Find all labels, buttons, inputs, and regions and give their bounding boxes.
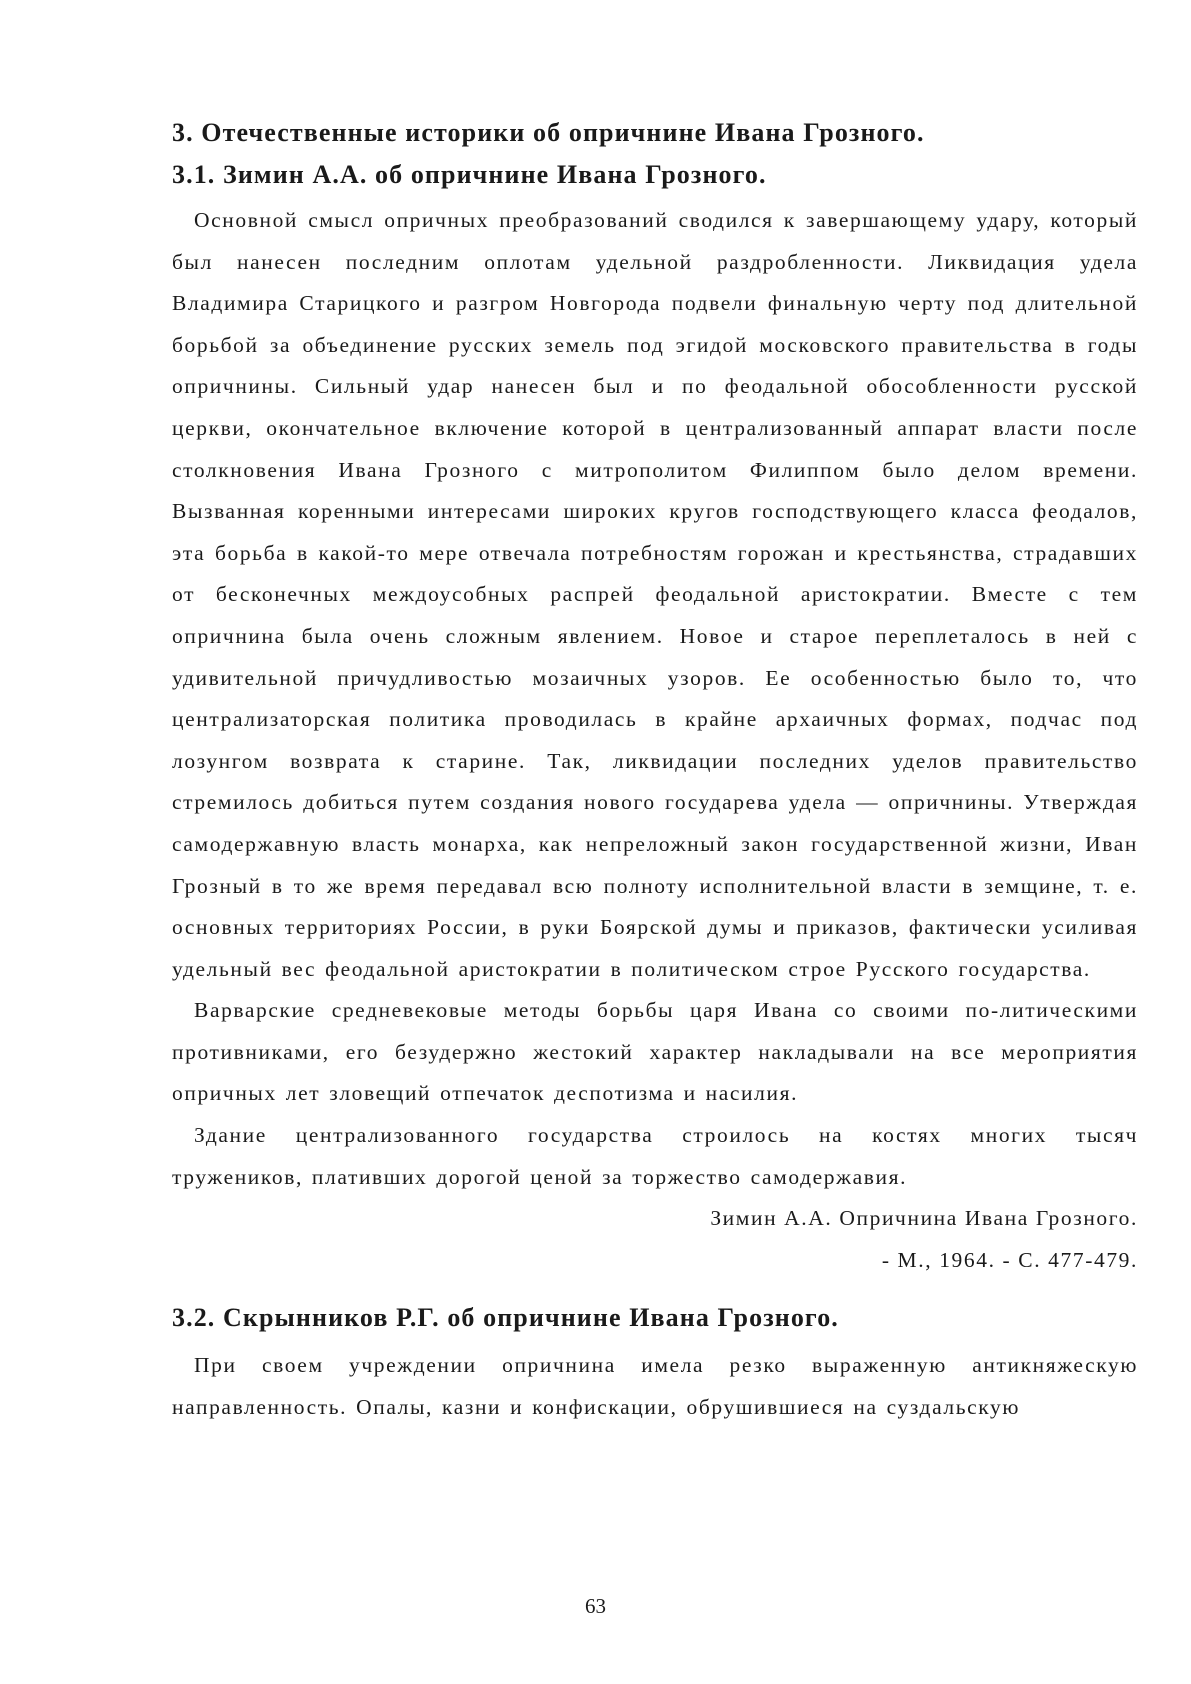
- chapter-heading: 3. Отечественные историки об опричнине Ивана Грозного.: [172, 118, 925, 147]
- paragraph-zimin-1: Основной смысл опричных преобразований сводился к завершающему удару, который был нанесен последним оплотам удельной раздробленности. Ликвидация удела Владимира Старицкого и разгром Новгорода подвели финальную черту под длительной борьбой за объединение русских земель под эгидой московского правительства в годы опричнины. Сильный удар нанесен был и по феодальной обособленности русской церкви, окончательное включение которой в централизованный аппарат власти после столкновения Ивана Грозного с митрополитом Филиппом было делом времени. Вызванная коренными интересами широких кругов господствующего класса феодалов, эта борьба в какой-то мере отвечала потребностям горожан и крестьянства, страдавших от бесконечных междоусобных распрей феодальной аристократии. Вместе с тем опричнина была очень сложным явлением. Новое и старое переплеталось в ней с удивительной причудливостью мозаичных узоров. Ее особенностью было то, что централизаторская политика проводилась в крайне архаичных формах, подчас под лозунгом возврата к старине. Так, ликвидации последних уделов правительство стремилось добиться путем создания нового государева удела — опричнины. Утверждая самодержавную власть монарха, как непреложный закон государственной жизни, Иван Грозный в то же время передавал всю полноту исполнительной власти в земщине, т. е. основных территориях России, в руки Боярской думы и приказов, фактически усиливая удельный вес феодальной аристократии в политическом строе Русского государства.: [172, 208, 1138, 981]
- paragraph-skrynnikov-1: При своем учреждении опричнина имела резко выраженную антикняжескую направленность. Опалы, казни и конфискации, обрушившиеся на суздальскую: [172, 1353, 1138, 1420]
- paragraph-zimin-3: Здание централизованного государства строилось на костях многих тысяч тружеников, плативших дорогой ценой за торжество самодержавия.: [172, 1123, 1138, 1189]
- page-content: [172, 112, 1138, 1429]
- section-heading-zimin: 3.1. Зимин А.А. об опричнине Ивана Грозного.: [172, 160, 767, 189]
- page-number: 63: [585, 1594, 606, 1618]
- section-heading-skrynnikov: 3.2. Скрынников Р.Г. об опричнине Ивана Грозного.: [172, 1303, 839, 1333]
- paragraph-zimin-2: Варварские средневековые методы борьбы царя Ивана со своими по-литическими противниками, его безудержно жестокий характер накладывали на все мероприятия опричных лет зловещий отпечаток деспотизма и насилия.: [172, 998, 1138, 1106]
- citation-line-1: Зимин А.А. Опричнина Ивана Грозного.: [710, 1206, 1138, 1231]
- citation-line-2: - М., 1964. - С. 477-479.: [881, 1247, 1138, 1272]
